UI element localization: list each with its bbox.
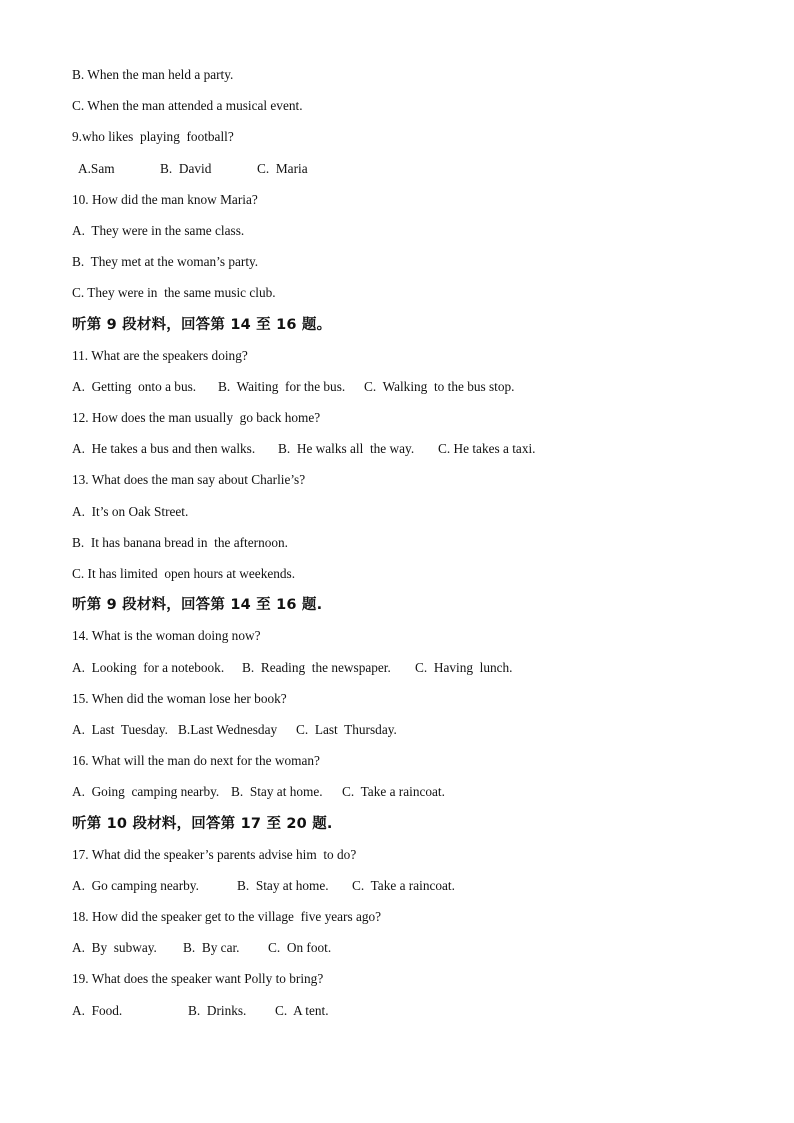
q9-question: 9.who likes playing football? [72, 129, 234, 145]
q13-option-b: B. It has banana bread in the afternoon. [72, 534, 288, 550]
section-heading-9a: 听第 9 段材料，回答第 14 至 16 题。 [72, 316, 332, 333]
q16-option-b: B. Stay at home. [231, 784, 323, 800]
q9-option-b: B. David [160, 160, 212, 176]
q12-options [72, 436, 772, 467]
q19-option-c: C. A tent. [275, 1002, 329, 1018]
q14-option-b: B. Reading the newspaper. [242, 659, 391, 675]
q19-question: 19. What does the speaker want Polly to bring? [72, 971, 324, 987]
q11-option-c: C. Walking to the bus stop. [364, 378, 515, 394]
q17-option-c: C. Take a raincoat. [352, 877, 455, 893]
q16-options [72, 779, 772, 810]
q13-option-a: A. It’s on Oak Street. [72, 503, 189, 519]
q10-option-b: B. They met at the woman’s party. [72, 254, 259, 270]
q15-option-a: A. Last Tuesday. [72, 721, 168, 737]
q17-options [72, 873, 772, 904]
q16-option-a: A. Going camping nearby. [72, 784, 220, 800]
section-heading-10: 听第 10 段材料，回答第 17 至 20 题. [72, 815, 333, 832]
q17-question: 17. What did the speaker’s parents advise him to do? [72, 846, 357, 862]
q14-options [72, 655, 772, 686]
q11-option-b: B. Waiting for the bus. [218, 378, 346, 394]
q17-option-b: B. Stay at home. [237, 877, 329, 893]
q15-option-b: B.Last Wednesday [178, 721, 278, 737]
q14-option-a: A. Looking for a notebook. [72, 659, 225, 675]
q9-option-a: A.Sam [78, 160, 115, 176]
q11-options [72, 374, 772, 405]
q8-option-c: C. When the man attended a musical event. [72, 98, 303, 114]
q18-option-c: C. On foot. [268, 940, 332, 956]
q14-option-c: C. Having lunch. [415, 659, 513, 675]
q19-options [72, 998, 772, 1029]
q13-option-c: C. It has limited open hours at weekends. [72, 566, 296, 581]
q10-option-c: C. They were in the same music club. [72, 285, 276, 301]
q13-question: 13. What does the man say about Charlie’s? [72, 472, 306, 488]
section-heading-9b: 听第 9 段材料，回答第 14 至 16 题. [72, 597, 323, 614]
q11-question: 11. What are the speakers doing? [72, 347, 248, 363]
q16-option-c: C. Take a raincoat. [342, 784, 445, 800]
q12-option-a: A. He takes a bus and then walks. [72, 441, 256, 457]
q15-question: 15. When did the woman lose her book? [72, 690, 287, 706]
q12-option-b: B. He walks all the way. [278, 441, 415, 457]
q8-option-b: B. When the man held a party. [72, 67, 234, 82]
q18-option-a: A. By subway. [72, 940, 157, 956]
q14-question: 14. What is the woman doing now? [72, 628, 261, 644]
q18-question: 18. How did the speaker get to the village five years ago? [72, 909, 382, 925]
q9-options [72, 156, 772, 187]
q11-option-a: A. Getting onto a bus. [72, 378, 197, 394]
q15-option-c: C. Last Thursday. [296, 721, 397, 737]
q12-option-c: C. He takes a taxi. [438, 441, 536, 457]
q10-option-a: A. They were in the same class. [72, 222, 245, 238]
q10-question: 10. How did the man know Maria? [72, 191, 258, 207]
q16-question: 16. What will the man do next for the woman? [72, 753, 320, 769]
q15-options [72, 717, 772, 748]
q18-option-b: B. By car. [183, 940, 240, 956]
exam-page [72, 62, 772, 1029]
q9-option-c: C. Maria [257, 160, 308, 176]
q19-option-b: B. Drinks. [188, 1002, 247, 1018]
q18-options [72, 935, 772, 966]
q12-question: 12. How does the man usually go back home? [72, 410, 321, 426]
q17-option-a: A. Go camping nearby. [72, 877, 199, 893]
q19-option-a: A. Food. [72, 1002, 123, 1018]
